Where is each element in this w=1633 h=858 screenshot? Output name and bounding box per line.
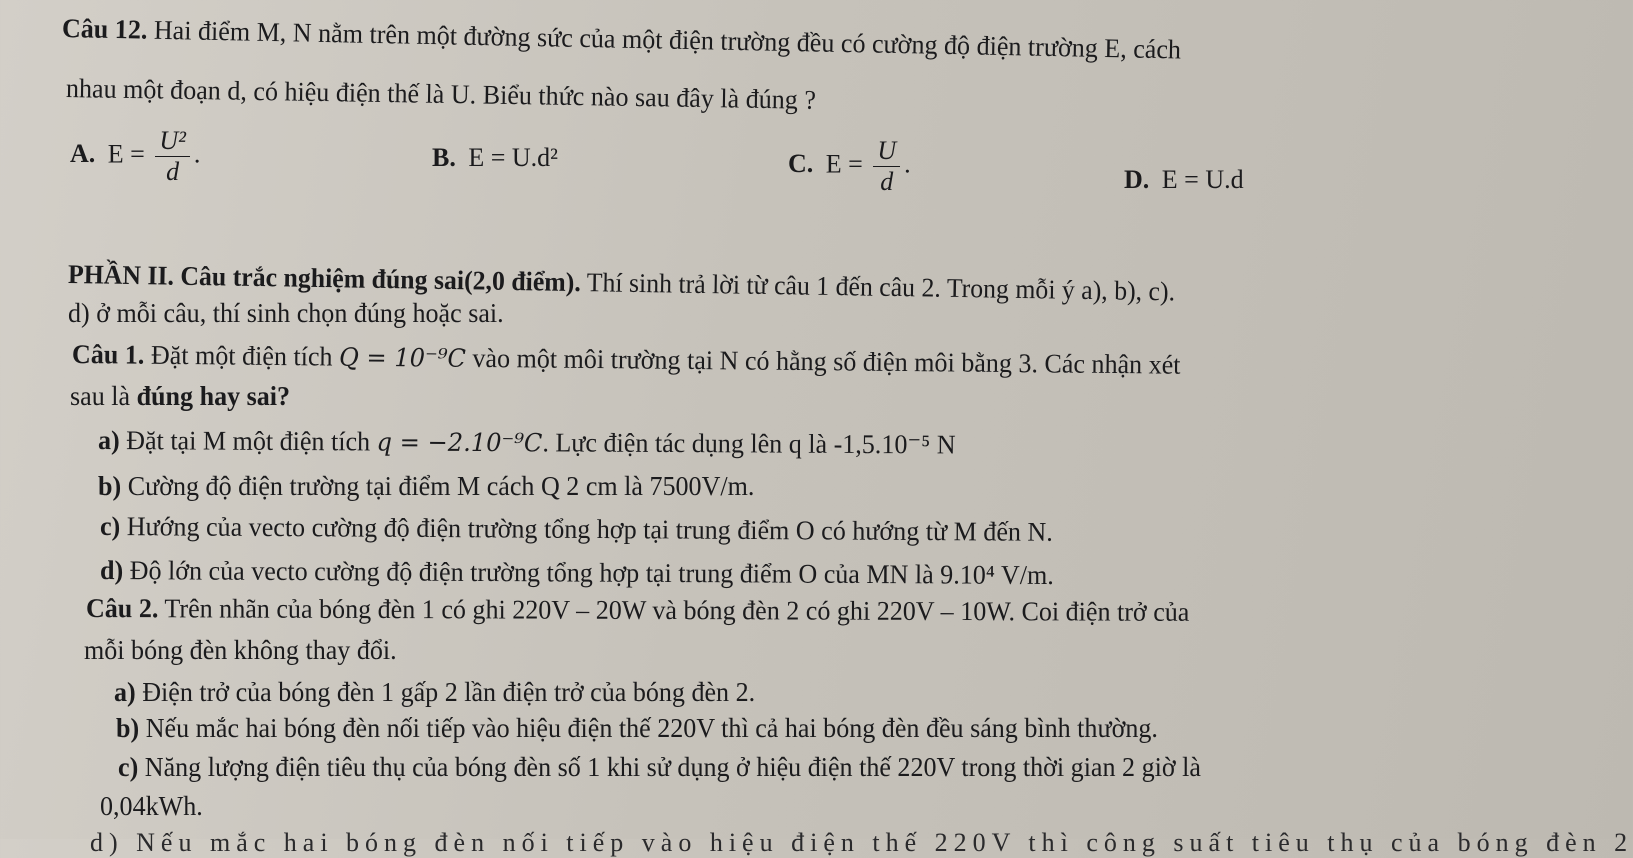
- option-c-lhs: E =: [825, 149, 863, 179]
- question-2-item-b: [116, 712, 1158, 744]
- item-a-text: Đặt tại M một điện tích: [126, 425, 371, 457]
- question-1-text-before: Đặt một điện tích: [150, 339, 333, 372]
- option-c-numerator: U: [873, 136, 900, 167]
- question-1-line-1: [72, 338, 1181, 382]
- option-a-denominator: d: [166, 157, 180, 186]
- q2-item-c-text: Năng lượng điện tiêu thụ của bóng đèn số 1 khi sử dụng ở hiệu điện thế 220V trong thời gian 2 giờ là: [144, 752, 1201, 782]
- option-c-fraction: [873, 136, 900, 197]
- cut-off-line-text: d) Nếu mắc hai bóng đèn nối tiếp vào hiệu điện thế 220V thì công suất tiêu thụ của bóng đèn 2: [90, 828, 1633, 857]
- item-a-label: a): [97, 425, 120, 456]
- question-1-line-2-bold: đúng hay sai?: [136, 381, 291, 411]
- item-d-text: Độ lớn của vecto cường độ điện trường tổng hợp tại trung điểm O của MN là 9.10⁴ V/m.: [129, 555, 1054, 590]
- q2-item-b-text: Nếu mắc hai bóng đèn nối tiếp vào hiệu điện thế 220V thì cả hai bóng đèn đều sáng bình thường.: [145, 713, 1158, 743]
- question-12-line-1: [62, 12, 1182, 65]
- option-c-label: C.: [788, 149, 814, 179]
- question-2-text: Trên nhãn của bóng đèn 1 có ghi 220V – 20W và bóng đèn 2 có ghi 220V – 10W. Coi điện trở của: [164, 593, 1190, 627]
- question-1-line-2: [70, 380, 290, 412]
- option-a-numerator: U²: [155, 126, 190, 157]
- part-2-intro: Thí sinh trả lời từ câu 1 đến câu 2. Trong mỗi ý a), b), c).: [586, 267, 1176, 307]
- item-b-text: Cường độ điện trường tại điểm M cách Q 2 cm là 7500V/m.: [127, 471, 755, 501]
- option-c-end: .: [904, 149, 911, 179]
- question-1-text-after: vào một môi trường tại N có hằng số điện môi bằng 3. Các nhận xét: [472, 342, 1181, 380]
- question-1-item-d: [100, 554, 1054, 591]
- question-1-item-a: [98, 424, 956, 461]
- part-2-line-2: [68, 297, 504, 329]
- part-2-intro-2: d) ở mỗi câu, thí sinh chọn đúng hoặc sai.: [68, 298, 504, 328]
- item-a-rest: . Lực điện tác dụng lên q là -1,5.10⁻⁵ N: [542, 427, 956, 460]
- option-b: [432, 142, 558, 174]
- item-c-text: Hướng của vecto cường độ điện trường tổng hợp tại trung điểm O có hướng từ M đến N.: [126, 511, 1053, 547]
- question-1-charge: Q = 10⁻⁹C: [338, 342, 467, 373]
- cut-off-line: [90, 826, 1633, 857]
- question-12-title: Câu 12.: [61, 13, 148, 45]
- option-a: [70, 126, 200, 187]
- question-1-item-b: [98, 470, 754, 502]
- option-d-label: D.: [1124, 165, 1150, 194]
- part-2-heading: PHẦN II. Câu trắc nghiệm đúng sai(2,0 điểm).: [67, 259, 582, 298]
- q2-item-c-label: c): [118, 752, 139, 782]
- item-d-label: d): [99, 555, 124, 586]
- item-a-math: q = −2.10⁻⁹C: [376, 427, 543, 458]
- question-2-text-2: mỗi bóng đèn không thay đổi.: [84, 635, 397, 665]
- item-c-label: c): [99, 511, 121, 542]
- question-2-item-c: [118, 751, 1201, 783]
- option-c-denominator: d: [880, 167, 894, 196]
- option-a-lhs: E =: [107, 139, 145, 169]
- question-12-text: Hai điểm M, N nằm trên một đường sức của một điện trường đều có cường độ điện trường E, cách: [153, 14, 1182, 65]
- question-12-text-2: nhau một đoạn d, có hiệu điện thế là U. Biểu thức nào sau đây là đúng ?: [65, 73, 817, 115]
- question-1-title: Câu 1.: [71, 339, 145, 370]
- question-12-line-2: [66, 72, 816, 116]
- option-a-label: A.: [70, 139, 96, 169]
- question-2-item-a: [114, 676, 755, 708]
- question-1-line-2-pre: sau là: [70, 381, 131, 411]
- option-a-end: .: [193, 139, 201, 169]
- option-d: [1124, 164, 1244, 196]
- option-d-expression: E = U.d: [1161, 165, 1244, 194]
- question-1-item-c: [100, 510, 1053, 548]
- q2-item-b-label: b): [116, 713, 140, 743]
- question-2-item-c-line-2: [100, 790, 203, 822]
- question-2-line-1: [86, 592, 1190, 628]
- item-b-label: b): [98, 471, 122, 501]
- option-a-fraction: [155, 126, 190, 187]
- option-c: [788, 136, 911, 197]
- question-2-line-2: [84, 634, 397, 666]
- q2-item-a-label: a): [114, 677, 136, 707]
- q2-item-a-text: Điện trở của bóng đèn 1 gấp 2 lần điện trở của bóng đèn 2.: [142, 677, 756, 707]
- question-2-title: Câu 2.: [85, 593, 159, 624]
- option-b-expression: E = U.d²: [468, 143, 558, 172]
- q2-item-c-text-2: 0,04kWh.: [100, 791, 203, 821]
- option-b-label: B.: [432, 143, 456, 172]
